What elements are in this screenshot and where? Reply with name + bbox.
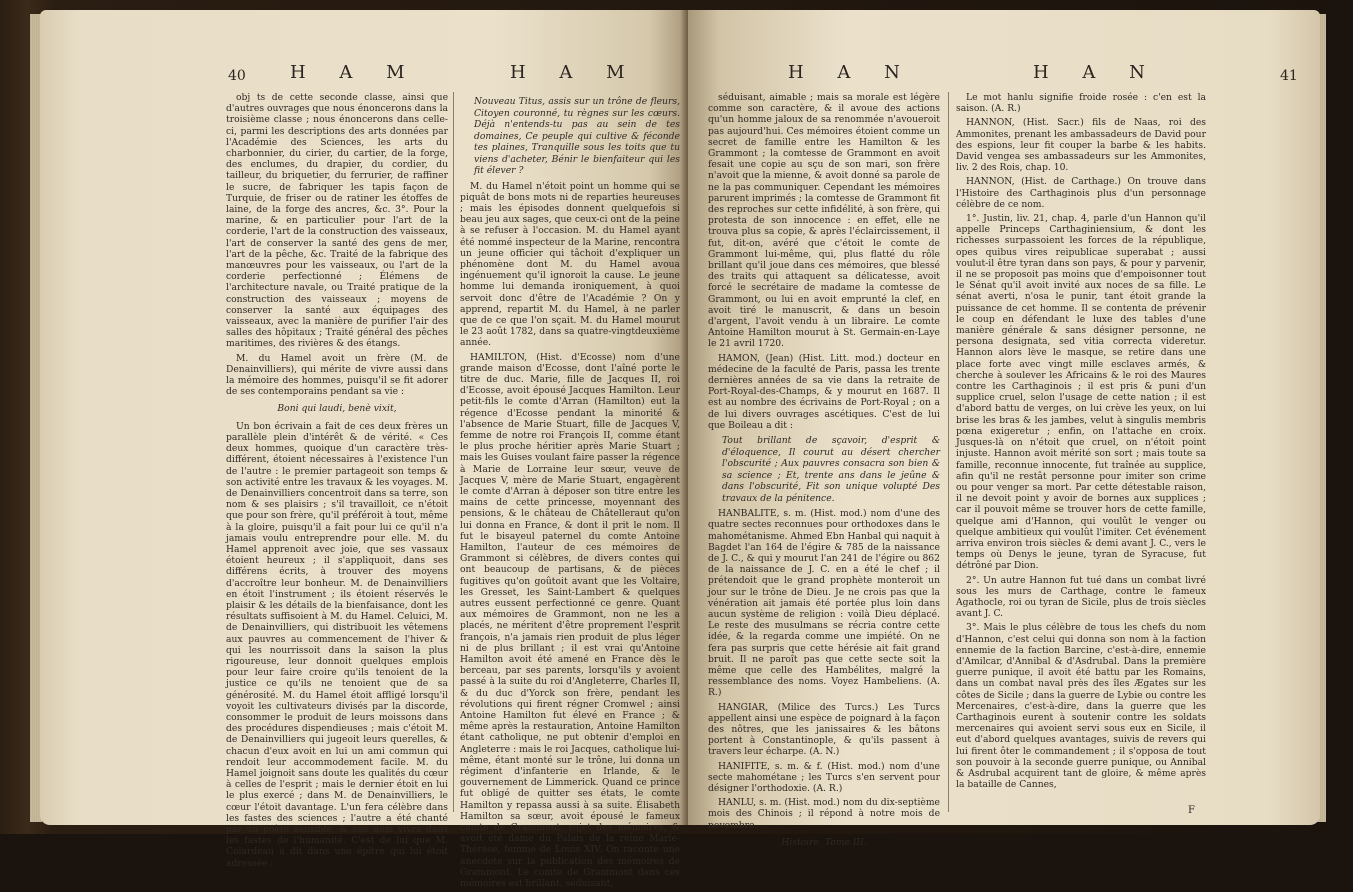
column-divider	[948, 92, 949, 812]
paragraph: obj ts de cette seconde classe, ainsi que d'autres ouvrages que nous énoncerons dans la troisième classe ; nous énoncerons dans celle-ci, parmi les descriptions des arts données par l'Académie des Sciences, les arts du charbonnier, du cirier, du cartier, de la forge, des enclumes, du drapier, du cordier, du tailleur, du briquetier, du ferrurier, de raffiner le sucre, de fabriquer les tapis façon de Turquie, de friser ou de ratiner les étoffes de laine, de la forge des ancres, &c. 3°. Pour la marine, & en particulier pour l'art de la corderie, l'art de la construction des vaisseaux, l'art de conserver la santé des gens de mer, l'art de la pêche, &c. Traité de la fabrique des manœuvres pour les vaisseaux, ou l'art de la corderie perfectionné ; Élémens de l'architecture navale, ou Traité pratique de la construction des vaisseaux ; moyens de conserver la santé aux équipages des vaisseaux, avec la manière de purifier l'air des salles des hôpitaux ; Traité général des pêches maritimes, des rivières & des étangs.	[226, 92, 448, 350]
running-head-left-col1: H A M	[290, 62, 419, 83]
paragraph: HAMILTON, (Hist. d'Ecosse) nom d'une grande maison d'Ecosse, dont l'aîné porte le titre de duc. Marie, fille de Jacques II, roi d'Ecosse, avoit épousé Jacques Hamilton. Leur petit-fils le comte d'Arran (Hamilton) eut la régence d'Ecosse pendant la minorité & l'absence de Marie Stuart, fille de Jacques V, femme de notre roi François II, comme étant le plus proche héritier après Marie Stuart ; mais les Guises voulant faire passer la régence à Marie de Lorraine leur sœur, veuve de Jacques V, mère de Marie Stuart, engagèrent le comte d'Arran à déposer son titre entre les mains de cette princesse, moyennant des pensions, & le château de Châtelleraut qu'on lui donna en France, & dont il prit le nom. Il fut le bisayeul paternel du comte Antoine Hamilton, l'auteur de ces mémoires de Grammont si célèbres, de divers contes qui ont beaucoup de partisans, & de pièces fugitives qu'on goûtoit avant que les Voltaire, les Gresset, les Saint-Lambert & quelques autres eussent perfectionné ce genre. Quant aux mémoires de Grammont, non ne les a placés, ne méritent d'être proprement l'esprit françois, n'a jamais rien produit de plus léger ni de plus brillant ; il est vrai qu'Antoine Hamilton avoit été amené en France dès le berceau, par ses parents, lorsqu'ils y avoient passé à la suite du roi d'Angleterre, Charles II, & du duc d'Yorck son frère, pendant les révolutions qui firent régner Cromwel ; ainsi Antoine Hamilton fut élevé en France ; & même après la restauration, Antoine Hamilton étant catholique, ne put obtenir d'emploi en Angleterre : mais le roi Jacques, catholique lui-même, étant monté sur le trône, lui donna un régiment d'infanterie en Irlande, & le gouvernement de Limmerick. Quand ce prince fut obligé de quitter ses états, le comte Hamilton y repassa aussi à sa suite. Élisabeth Hamilton sa sœur, avoit épousé le fameux comte de Grammont, sujet des mémoires, & avoit été dame du Palais de la reine Marie-Thérèse, femme de Louis XIV. On raconte une anecdote sur la publication des mémoires de Grammont. Le comte de Grammont dans ces mémoires est brillant, séduisant,	[460, 351, 680, 890]
signature-line: Histoire. Tome III.	[781, 836, 867, 848]
verse: Nouveau Titus, assis sur un trône de fleurs, Citoyen couronné, tu règnes sur les cœurs. Déjà n'entends-tu pas au sein de tes domaines, Ce peuple qui cultive & féconde tes plaines, Tranquille sous les toits que tu viens d'acheter, Bénir le bienfaiteur qui les fit élever ?	[474, 96, 680, 176]
paragraph: M. du Hamel avoit un frère (M. de Denainvilliers), qui mérite de vivre aussi dans la mémoire des hommes, puisqu'il se fit adorer de ses contemporains pendant sa vie :	[226, 352, 448, 398]
paragraph: HANIFITE, s. m. & f. (Hist. mod.) nom d'une secte mahométane ; les Turcs s'en servent pour désigner l'orthodoxie. (A. R.)	[708, 760, 940, 794]
left-page	[40, 10, 688, 890]
right-col2	[956, 92, 1206, 793]
signature-mark: F	[1188, 805, 1195, 816]
paragraph: Un bon écrivain a fait de ces deux frères un parallèle plein d'intérêt & de vérité. « Ces deux hommes, quoique d'un caractère très-différent, étoient nécessaires à l'existence l'un de l'autre : le premier partageoit son temps & son activité entre les travaux & les voyages. M. de Denainvilliers concentroit dans sa terre, son nom & ses plaisirs ; s'il travailloit, ce n'étoit que pour son frère, qu'il préféroit à tout, même à la gloire, puisqu'il a fait pour lui ce qu'il n'a jamais voulu entreprendre pour elle. M. du Hamel apprenoit avec joie, que ses vassaux étoient heureux ; il s'appliquoit, dans ses différens écrits, à trouver des moyens d'accroître leur bonheur. M. de Denainvilliers en étoit l'instrument ; ils étoient réservés le plaisir & les détails de la bienfaisance, dont les résultats suffisoient à M. du Hamel. Celuici, M. de Denainvilliers, qui distribuoit les vêtemens aux pauvres au commencement de l'hiver & qui les nourrissoit dans la saison la plus rigoureuse, leur donnoit quelques emplois pour leur faire croire qu'ils tenoient de la justice ce qu'ils ne tenoient que de sa générosité. M. du Hamel étoit affligé lorsqu'il voyoit les cultivateurs divisés par la discorde, consommer le produit de leurs moissons dans des procédures dispendieuses ; mais c'étoit M. de Denainvilliers qui jugeoit leurs querelles, & chacun d'eux avoit en lui un ami commun qui rendoit leur accommodement facile. M. du Hamel joignoit sans doute les qualités du cœur à celles de l'esprit ; mais le dernier étoit en lui le plus exercé ; dans M. de Denainvilliers, le cœur l'étoit davantage. L'un fera célèbre dans les fastes des sciences ; l'autre a été chanté par un poète sensible, & son nom vivra dans les fastes de l'humanité. C'est de lui que M. Colardeau a dit dans une épître qui lui étoit adressée :	[226, 420, 448, 869]
paragraph: 1°. Justin, liv. 21, chap. 4, parle d'un Hannon qu'il appelle Princeps Carthaginiensium, & dont les richesses surpassoient les forces de la république, opes quibus vires reipublicae superabat ; aussi voulut-il être tyran dans son pays, & pour y parvenir, il ne se proposoit pas moins que d'empoisonner tout le Sénat qu'il avoit invité aux noces de sa fille. Le sénat averti, n'osa le punir, tant étoit grande la puissance de cet homme. Il se contenta de prévenir le coup en défendant le luxe des tables d'une manière générale & sans désigner personne, ne persona designata, sed vitia correcta videretur. Hannon alors lève le masque, se retire dans une place forte avec vingt mille esclaves armés, & cherche à soulever les Africains & le roi des Maures contre les Carthaginois ; il est pris & puni d'un supplice cruel, selon l'usage de cette nation ; il est d'abord battu de verges, on lui crève les yeux, on lui brise les bras & les jambes, velut à singulis membris pœna exigeretur ; enfin, on l'attache en croix. Jusques-là on n'étoit que cruel, on n'étoit point injuste. Hannon avoit mérité son sort ; mais toute sa famille, reconnue innocente, fut traînée au supplice, afin qu'il ne restât personne pour imiter son crime ou pour venger sa mort. Par cette détestable raison, il ne devoit point y avoir de bornes aux supplices ; car il pouvoit même se trouver hors de cette famille, quelque ami d'Hannon, qui voulût le venger ou quelque ambitieux qui voulût l'imiter. Cet événement arriva environ trois siècles & demi avant J. C., vers le temps où Denys le jeune, tyran de Syracuse, fut détrôné par Dion.	[956, 213, 1206, 572]
paragraph: HANLU, s. m. (Hist. mod.) nom du dix-septième mois des Chinois ; il répond à notre mois de novembre.	[708, 797, 940, 831]
paragraph: HANNON, (Hist. Sacr.) fils de Naas, roi des Ammonites, prenant les ambassadeurs de David pour des espions, leur fit couper la barbe & les habits. David vengea ses ambassadeurs sur les Ammonites, liv. 2 des Rois, chap. 10.	[956, 117, 1206, 174]
running-head-right-col2: H A N	[1033, 62, 1159, 83]
paragraph: HAMON, (Jean) (Hist. Litt. mod.) docteur en médecine de la faculté de Paris, passa les trente dernières années de sa vie dans la retraite de Port-Royal-des-Champs, & y mourut en 1687. Il est au nombre des écrivains de Port-Royal ; on a de lui divers ouvrages ascétiques. C'est de lui que Boileau a dit :	[708, 352, 940, 431]
right-page	[688, 10, 1320, 848]
column-divider	[453, 92, 454, 812]
page-number-left: 40	[228, 68, 246, 84]
paragraph: 2°. Un autre Hannon fut tué dans un combat livré sous les murs de Carthage, contre le fameux Agathocle, roi ou tyran de Sicile, plus de trois siècles avant J. C.	[956, 574, 1206, 620]
paragraph: Le mot hanlu signifie froide rosée : c'en est la saison. (A. R.)	[956, 92, 1206, 115]
paragraph: M. du Hamel n'étoit point un homme qui se piquât de bons mots ni de reparties heureuses ; mais les épisodes donnent quelquefois si beau jeu aux sages, que ceux-ci ont de la peine à se refuser à l'occasion. M. du Hamel ayant été nommé inspecteur de la Marine, rencontra un jeune officier qui tâchoit d'expliquer un phénomène dont M. du Hamel avoua ingénuement qu'il ignoroit la cause. Le jeune homme lui demanda ironiquement, à quoi servoit donc d'être de l'Académie ? On y apprend, repartit M. du Hamel, à ne parler que de ce que l'on sçait. M. du Hamel mourut le 23 août 1782, dans sa quatre-vingtdeuxième année.	[460, 180, 680, 349]
running-head-right-col1: H A N	[788, 62, 914, 83]
page-number-right: 41	[1280, 68, 1298, 84]
running-head-left-col2: H A M	[510, 62, 639, 83]
paragraph: 3°. Mais le plus célèbre de tous les chefs du nom d'Hannon, c'est celui qui donna son nom à la faction ennemie de la faction Barcine, c'est-à-dire, ennemie d'Amilcar, d'Annibal & d'Asdrubal. Dans la première guerre punique, il avoit été battu par les Romains, dans un combat naval près des îles Ægates sur les côtes de Sicile ; dans la guerre de Lybie ou contre les Mercenaires, c'est-à-dire, dans la guerre que les Carthaginois eurent à soutenir contre les soldats mercenaires qui avoient servi sous eux en Sicile, il eut d'abord quelques avantages, suivis de revers qui lui firent ôter le commandement ; il s'opposa de tout son pouvoir à la seconde guerre punique, ou Annibal & Asdrubal acquirent tant de gloire, & même après la bataille de Cannes,	[956, 622, 1206, 791]
verse: Tout brillant de sçavoir, d'esprit & d'éloquence, Il courut au désert chercher l'obscurité ; Aux pauvres consacra son bien & sa science ; Et, trente ans dans le jeûne & dans l'obscurité, Fit son unique volupté Des travaux de la pénitence.	[722, 435, 940, 504]
left-col2	[460, 92, 680, 892]
paragraph: HANNON, (Hist. de Carthage.) On trouve dans l'Histoire des Carthaginois plus d'un personnage célèbre de ce nom.	[956, 176, 1206, 210]
paragraph: séduisant, aimable ; mais sa morale est légère comme son caractère, & il avoue des actions qu'un homme jaloux de sa renommée n'avoueroit pas aujourd'hui. Ces mémoires étoient comme un secret de famille entre les Hamilton & les Grammont ; la comtesse de Grammont en avoit fesait une copie au sçu de son mari, son frère n'avoit que la mienne, & avoit donné sa parole de ne la pas communiquer. Cependant les mémoires parurent imprimés ; la comtesse de Grammont fit des reproches sur cette infidélité, à son frère, qui protesta de son innocence : en effet, elle ne trouva plus sa copie, & après l'éclaircissement, il fut, dit-on, avéré que c'étoit le comte de Grammont lui-même, qui, plus flatté du rôle brillant qu'il joue dans ces mémoires, que blessé des traits qui attaquent sa délicatesse, avoit forcé le secrétaire de madame la comtesse de Grammont, ou lui en avoit emprunté la clef, en avoit tiré le manuscrit, & dans un besoin d'argent, l'avoit vendu à un libraire. Le comte Antoine Hamilton mourut à St. Germain-en-Laye le 21 avril 1720.	[708, 92, 940, 350]
paragraph: HANGIAR, (Milice des Turcs.) Les Turcs appellent ainsi une espèce de poignard à la façon des nôtres, que les janissaires & les bâtons portent à Constantinople, & qu'ils passent à travers leur écharpe. (A. N.)	[708, 701, 940, 758]
left-col1	[226, 92, 448, 872]
right-col1	[708, 92, 940, 854]
epigraph: Boni qui laudi, benè vixit,	[277, 403, 397, 415]
paragraph: HANBALITE, s. m. (Hist. mod.) nom d'une des quatre sectes reconnues pour orthodoxes dans le mahométanisme. Ahmed Ebn Hanbal qui naquit à Bagdet l'an 164 de l'égire & 785 de la naissance de J. C., & qui y mourut l'an 241 de l'égire ou 862 de la naissance de J. C. en a été le chef ; il prétendoit que le grand prophète monteroit un jour sur le trône de Dieu. Je ne crois pas que la vénération ait jamais été portée plus loin dans aucun système de religion : voilà Dieu déplacé. Le reste des musulmans se récria contre cette idée, & la regarda comme une impiété. On ne fera pas surpris que cette hérésie ait fait grand bruit. Il ne paroît pas que cette secte soit la même que celle des Hambélites, malgré la ressemblance des noms. Voyez Hambeliens. (A. R.)	[708, 508, 940, 699]
